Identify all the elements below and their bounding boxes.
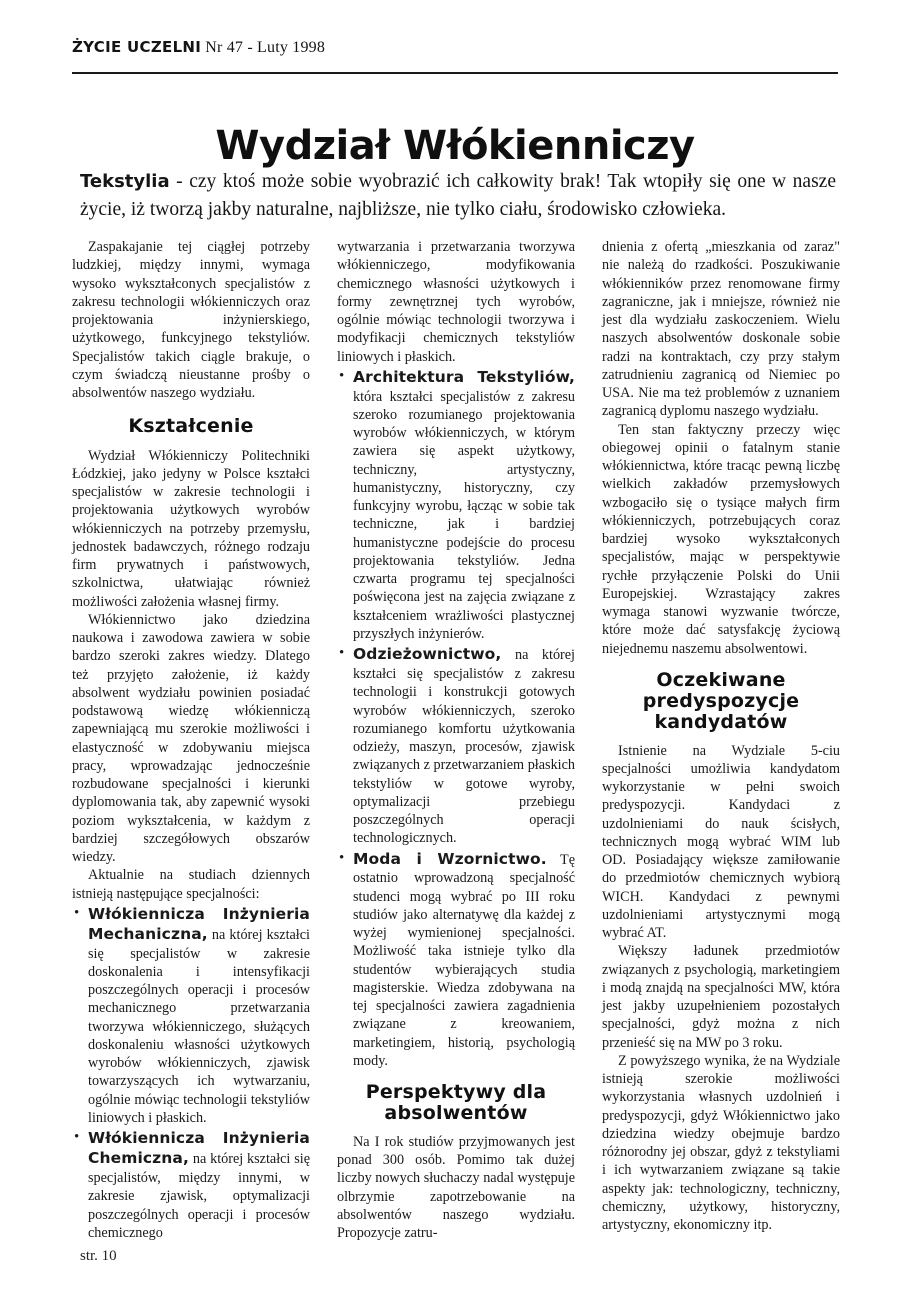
paragraph: Istnienie na Wydziale 5-ciu specjalności umożliwia kandydatom wykorzystanie w pełni swoich predyspozycji. Kandydaci z uzdolnieniami do nauk ścisłych, technicznych mogą wybrać WIM lub OD. Posiadający większe zamiłowanie do przedmiotów chemicznych wybiorą WICH. Kandydaci z pewnymi uzdolnieniami artystycznymi mogą wybrać AT. xyxy=(602,742,840,942)
page-title: Wydział Włókienniczy xyxy=(215,122,695,169)
header-divider xyxy=(72,72,838,74)
journal-name: ŻYCIE UCZELNI xyxy=(72,38,202,56)
section-heading-perspektywy: Perspektywy dla absolwentów xyxy=(365,1081,547,1125)
paragraph: Z powyższego wynika, że na Wydziale istnieją szerokie możliwości wykorzystania własnych uzdolnień i predyspozycji, gdyż Włókiennictwo jako dziedzina wiedzy obejmuje bardzo różnorodny jej obszar, gdyż z tekstyliami i ich wytwarzaniem związane są takie aspekty jak: technologiczny, techniczny, chemiczny, użytkowy, historyczny, artystyczny, ekonomiczny itp. xyxy=(602,1052,840,1234)
specialty-term: Architektura Tekstyliów, xyxy=(353,367,575,386)
paragraph: Włókiennictwo jako dziedzina naukowa i zawodowa zawiera w sobie bardzo szeroki zakres wiedzy. Dlatego też przyjęto założenie, iż każdy absolwent wydziału powinien posiadać podstawową wiedzę włókienniczą zapewniającą mu szerokie możliwości i elastyczność w zdobywaniu miejsca pracy, wprowadzając jednocześnie rozbudowane specjalności i kierunki dyplomowania tak, aby zapewnić wysoki poziom wykształcenia, w każdym z bardziej szczegółowych obszarów wiedzy. xyxy=(72,611,310,866)
paragraph: Większy ładunek przedmiotów związanych z psychologią, marketingiem i modą znajdą na specjalności MW, która jest jakby uzupełnieniem pozostałych specjalności, gdyż można z nich przenieść się na MW po 3 roku. xyxy=(602,943,840,1051)
paragraph: Aktualnie na studiach dziennych istnieją następujące specjalności: xyxy=(72,867,310,902)
lead-keyword: Tekstylia xyxy=(80,171,170,192)
section-heading-predyspozycje: Oczekiwane predyspozycje kandydatów xyxy=(642,668,800,734)
specialty-list-1 xyxy=(72,905,310,1242)
lead-paragraph xyxy=(80,168,836,223)
list-item xyxy=(337,645,575,847)
paragraph: wytwarzania i przetwarzania tworzywa włókienniczego, modyfikowania chemicznego własności użytkowych i formy zewnętrznej tych wyrobów, ogólnie mówiąc technologii tworzywa i modyfikacji chemicznych tekstyliów liniowych i płaskich. xyxy=(337,239,575,365)
specialty-text: na której kształci się specjalistów z zakresu technologii i konstrukcji gotowych wyrobów włókienniczych, szeroko rozumianego komfortu użytkowania odzieży, maszyn, procesów, zjawisk związanych z przetwarzaniem płaskich tekstyliów w gotowe wyroby, optymalizacji przebiegu poszczególnych operacji technologicznych. xyxy=(353,647,575,847)
paragraph: Ten stan faktyczny przeczy więc obiegowej opinii o fatalnym stanie włókiennictwa, które tracąc pewną liczbę wielkich zakładów przemysłowych wzbogaciło się o tysiące małych firm włókienniczych, potrzebujących coraz bardziej wysoko wykształconych specjalistów, mając w perspektywie rychłe przyłączenie Polski do Unii Europejskiej. Wzrastający zakres wymaga stanowi wyzwanie twórcze, które może dać satysfakcję życiową niejednemu naszemu absolwentowi. xyxy=(602,421,840,657)
specialty-term: Moda i Wzornictwo. xyxy=(353,849,547,868)
list-item xyxy=(337,850,575,1071)
column-3 xyxy=(602,238,840,1234)
specialty-text: na której kształci się specjalistów, między innymi, w zakresie zjawisk, optymalizacji poszczególnych operacji i procesów chemicznego xyxy=(88,1151,310,1241)
lead-text: - czy ktoś może sobie wyobrazić ich całkowity brak! Tak wtopiły się one w nasze życie, iż tworzą jakby naturalne, najbliższe, nie tylko ciału, środowisko człowieka. xyxy=(80,171,836,220)
section-heading-ksztalcenie: Kształcenie xyxy=(128,415,254,438)
paragraph: Zaspakajanie tej ciągłej potrzeby ludzkiej, między innymi, wymaga wysoko wykształconych specjalistów z zakresu technologii włókienniczych oraz projektowania inżynierskiego, użytkowego, funkcyjnego tekstyliów. Specjalistów takich ciągle brakuje, o czym świadczą nieustanne prośby o absolwentów naszego wydziału. xyxy=(72,239,310,401)
specialty-text: która kształci specjalistów z zakresu szeroko rozumianego projektowania wyrobów włókienniczych, w którym zawiera się aspekt użytkowy, techniczny, artystyczny, humanistyczny, historyczny, czy funkcyjny wyrobu, łącząc w sobie tak techniczne, jak i bardziej humanistyczne podejście do procesu projektowania tekstyliów. Jedna czwarta programu tej specjalności poświęcona jest na zajęcia związane z kształceniem wrażliwości plastycznej przyszłych inżynierów. xyxy=(353,388,575,642)
specialty-term: Włókiennicza Inżynieria Chemiczna, xyxy=(88,1129,310,1168)
column-2 xyxy=(337,238,575,1242)
paragraph: Na I rok studiów przyjmowanych jest ponad 300 osób. Pomimo tak dużej liczby nowych słuchaczy nadal występuje olbrzymie zapotrzebowanie na absolwentów naszego wydziału. Propozycje zatru- xyxy=(337,1133,575,1241)
list-item xyxy=(72,905,310,1127)
page-number: str. 10 xyxy=(80,1248,117,1264)
paragraph: dnienia z ofertą „mieszkania od zaraz" nie należą do rzadkości. Poszukiwanie włókienników przez renomowane firmy zagraniczne, jak i mniejsze, również nie jest dla wydziału zaskoczeniem. Wielu naszych absolwentów doskonale sobie radzi na kontraktach, czy przy stałym zatrudnieniu zagranicą od Niemiec po USA. Nie ma też problemów z uznaniem zagranicą dyplomu naszego wydziału. xyxy=(602,239,840,420)
list-item xyxy=(337,368,575,643)
masthead xyxy=(72,38,838,57)
issue-info: Nr 47 - Luty 1998 xyxy=(205,39,326,56)
article-columns xyxy=(72,238,840,1241)
specialty-text: na której kształci się specjalistów w zakresie doskonalenia i intensyfikacji poszczególnych operacji i procesów mechanicznego przetwarzania tworzywa włókienniczego, służących doskonaleniu własności użytkowych wyrobów włókienniczych, zjawisk towarzyszących ich wytwarzaniu, ogólnie mówiąc technologii tekstyliów liniowych i płaskich. xyxy=(88,926,310,1126)
list-item xyxy=(72,1129,310,1242)
column-1 xyxy=(72,238,310,1242)
paragraph: Wydział Włókienniczy Politechniki Łódzkiej, jako jedyny w Polsce kształci specjalistów w zakresie technologii i projektowania użytkowych wyrobów włókienniczych na potrzeby przemysłu, jednostek badawczych, różnego rodzaju firm prywatnych i państwowych, szkolnictwa, ułatwiając również możliwości założenia własnej firmy. xyxy=(72,447,310,610)
specialty-term: Włókiennicza Inżynieria Mechaniczna, xyxy=(88,904,310,943)
specialty-term: Odzieżownictwo, xyxy=(353,645,502,664)
specialty-list-2 xyxy=(337,368,575,1070)
specialty-text: Tę ostatnio wprowadzoną specjalność studenci mogą wybrać po III roku studiów jako alternatywę dla każdej z wyżej wymienionej specjalności. Możliwość taka istnieje tylko dla studentów wybierających studia magisterskie. Wiedza zdobywana na tej specjalności zawiera zagadnienia związane z kreowaniem, marketingiem, historią, psychologią mody. xyxy=(353,851,575,1069)
